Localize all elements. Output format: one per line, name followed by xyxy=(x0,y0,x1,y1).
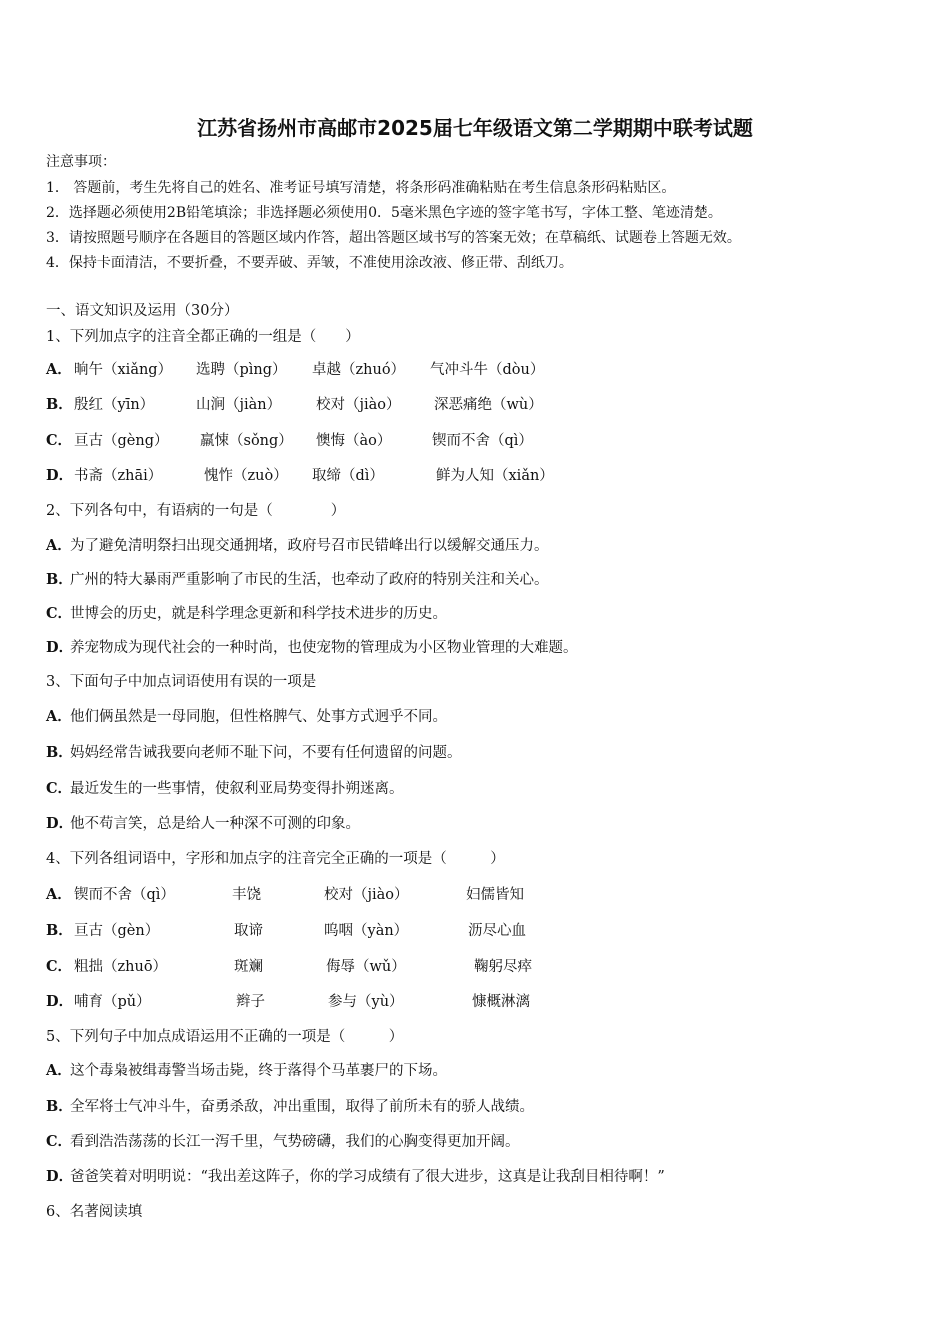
option-word: 殷红（yīn） xyxy=(74,397,155,413)
option-word: 气冲斗牛（dòu） xyxy=(430,362,545,378)
option-word: 哺育（pǔ） xyxy=(74,994,151,1010)
option-text: 妈妈经常告诫我要向老师不耻下问，不要有任何遗留的问题。 xyxy=(70,745,462,761)
option-row xyxy=(46,779,404,799)
option-label: B． xyxy=(46,396,73,413)
exam-title: 江苏省扬州市高邮市2025届七年级语文第二学期期中联考试题 xyxy=(197,116,753,140)
option-row xyxy=(46,360,545,380)
question-stem: 4、下列各组词语中，字形和加点字的注音完全正确的一项是（ ） xyxy=(46,851,505,867)
option-row xyxy=(46,638,578,658)
section-heading: 一、语文知识及运用（30分） xyxy=(46,303,239,319)
option-word: 鞠躬尽瘁 xyxy=(474,959,532,975)
option-label: D． xyxy=(46,467,74,484)
option-word: 亘古（gèn） xyxy=(74,923,160,939)
option-label: C． xyxy=(46,432,73,449)
option-word: 沥尽心血 xyxy=(468,923,526,939)
option-row xyxy=(46,570,549,590)
option-row xyxy=(46,885,524,905)
option-word: 取谛 xyxy=(234,923,263,939)
option-label: C． xyxy=(46,605,73,622)
option-word: 鲜为人知（xiǎn） xyxy=(436,468,554,484)
option-word: 丰饶 xyxy=(232,887,261,903)
notice-item: 2．选择题必须使用2B铅笔填涂；非选择题必须使用0．5毫米黑色字迹的签字笔书写，字体工整、笔迹清楚。 xyxy=(46,205,722,221)
option-row xyxy=(46,536,549,556)
option-word: 懊悔（ào） xyxy=(316,433,392,449)
option-text: 他不苟言笑，总是给人一种深不可测的印象。 xyxy=(70,816,360,832)
option-text: 爸爸笑着对明明说：“我出差这阵子，你的学习成绩有了很大进步，这真是让我刮目相待啊！” xyxy=(70,1169,665,1185)
option-row xyxy=(46,814,360,834)
option-word: 侮辱（wǔ） xyxy=(326,959,406,975)
option-word: 锲而不舍（qì） xyxy=(74,887,175,903)
option-row xyxy=(46,992,530,1012)
option-word: 卓越（zhuó） xyxy=(312,362,406,378)
option-text: 他们俩虽然是一母同胞，但性格脾气、处事方式迥乎不同。 xyxy=(70,709,447,725)
question-stem: 6、名著阅读填 xyxy=(46,1204,143,1220)
option-label: C． xyxy=(46,780,73,797)
option-word: 羸悚（sǒng） xyxy=(200,433,293,449)
option-label: A． xyxy=(46,708,72,725)
option-label: A． xyxy=(46,537,72,554)
option-row xyxy=(46,395,543,415)
option-label: A． xyxy=(46,361,72,378)
option-text: 广州的特大暴雨严重影响了市民的生活，也牵动了政府的特别关注和关心。 xyxy=(70,572,549,588)
option-label: B． xyxy=(46,922,73,939)
option-row xyxy=(46,1132,520,1152)
option-word: 取缔（dì） xyxy=(312,468,384,484)
option-label: D． xyxy=(46,993,74,1010)
notice-item: 3．请按照题号顺序在各题目的答题区域内作答，超出答题区域书写的答案无效；在草稿纸、试题卷上答题无效。 xyxy=(46,230,741,246)
option-word: 参与（yù） xyxy=(328,994,404,1010)
option-row xyxy=(46,466,554,486)
notice-heading: 注意事项： xyxy=(46,154,116,170)
option-word: 校对（jiào） xyxy=(316,397,401,413)
option-word: 深恶痛绝（wù） xyxy=(434,397,543,413)
option-text: 为了避免清明祭扫出现交通拥堵，政府号召市民错峰出行以缓解交通压力。 xyxy=(70,538,549,554)
option-label: C． xyxy=(46,1133,73,1150)
notice-item: 4．保持卡面清洁，不要折叠，不要弄破、弄皱，不准使用涂改液、修正带、刮纸刀。 xyxy=(46,255,573,271)
option-word: 选聘（pìng） xyxy=(196,362,287,378)
option-label: D． xyxy=(46,1168,74,1185)
option-word: 慷概淋漓 xyxy=(472,994,530,1010)
option-word: 辫子 xyxy=(236,994,265,1010)
option-text: 这个毒枭被缉毒警当场击毙，终于落得个马革裹尸的下场。 xyxy=(70,1063,447,1079)
option-row xyxy=(46,743,462,763)
option-text: 养宠物成为现代社会的一种时尚，也使宠物的管理成为小区物业管理的大难题。 xyxy=(70,640,578,656)
question-stem: 2、下列各句中，有语病的一句是（ ） xyxy=(46,503,346,519)
option-row xyxy=(46,1097,534,1117)
option-word: 山涧（jiàn） xyxy=(196,397,282,413)
option-word: 粗拙（zhuō） xyxy=(74,959,168,975)
question-stem: 5、下列句子中加点成语运用不正确的一项是（ ） xyxy=(46,1029,404,1045)
option-word: 亘古（gèng） xyxy=(74,433,169,449)
option-word: 锲而不舍（qì） xyxy=(432,433,533,449)
option-label: A． xyxy=(46,1062,72,1079)
option-word: 斑斓 xyxy=(234,959,263,975)
question-stem: 3、下面句子中加点词语使用有误的一项是 xyxy=(46,674,317,690)
option-row xyxy=(46,1061,447,1081)
option-row xyxy=(46,921,526,941)
option-word: 晌午（xiǎng） xyxy=(74,362,173,378)
option-label: B． xyxy=(46,744,73,761)
option-label: A． xyxy=(46,886,72,903)
option-label: C． xyxy=(46,958,73,975)
option-row xyxy=(46,707,447,727)
option-label: B． xyxy=(46,571,73,588)
option-label: B． xyxy=(46,1098,73,1115)
option-text: 看到浩浩荡荡的长江一泻千里，气势磅礴，我们的心胸变得更加开阔。 xyxy=(70,1134,520,1150)
option-word: 妇儒皆知 xyxy=(466,887,524,903)
option-row xyxy=(46,957,532,977)
option-word: 愧怍（zuò） xyxy=(204,468,288,484)
option-word: 书斋（zhāi） xyxy=(74,468,163,484)
notice-item: 1． 答题前，考生先将自己的姓名、准考证号填写清楚，将条形码准确粘贴在考生信息条形码粘贴区。 xyxy=(46,180,676,196)
option-row xyxy=(46,431,533,451)
option-label: D． xyxy=(46,639,74,656)
option-word: 校对（jiào） xyxy=(324,887,409,903)
question-stem: 1、下列加点字的注音全都正确的一组是（ ） xyxy=(46,329,360,345)
option-word: 呜咽（yàn） xyxy=(324,923,409,939)
option-text: 全军将士气冲斗牛，奋勇杀敌，冲出重围，取得了前所未有的骄人战绩。 xyxy=(70,1099,534,1115)
option-label: D． xyxy=(46,815,74,832)
option-text: 最近发生的一些事情，使叙利亚局势变得扑朔迷离。 xyxy=(70,781,404,797)
option-row xyxy=(46,1167,665,1187)
option-row xyxy=(46,604,447,624)
option-text: 世博会的历史，就是科学理念更新和科学技术进步的历史。 xyxy=(70,606,447,622)
